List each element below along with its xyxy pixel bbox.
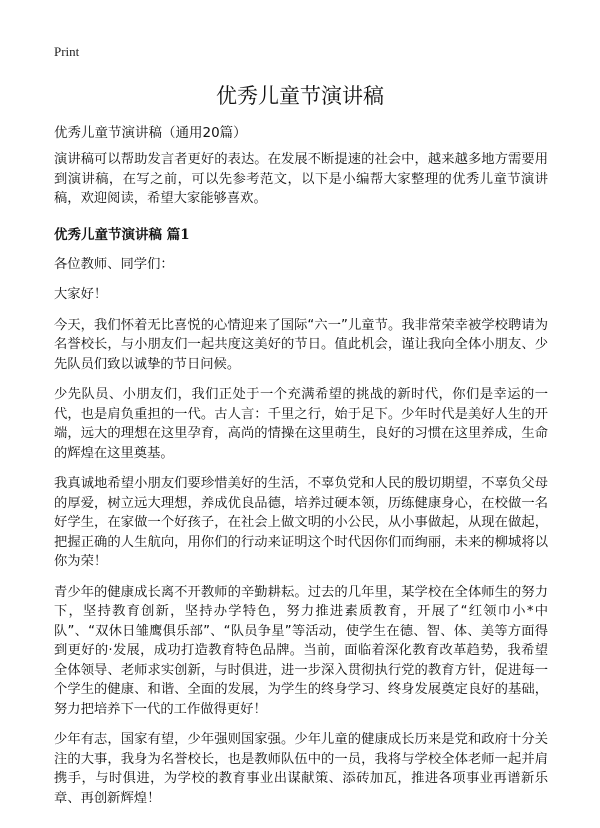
- print-label: Print: [54, 44, 80, 59]
- document-subtitle: 优秀儿童节演讲稿（通用20篇）: [54, 125, 247, 141]
- document-body: [54, 150, 548, 819]
- paragraph-1: 今天，我们怀着无比喜悦的心情迎来了国际“六一”儿童节。我非常荣幸被学校聘请为名誉校长，与小朋友们一起共度这美好的节日。值此机会，谨让我向全体小朋友、少先队员们致以诚挚的节日问候。: [54, 317, 548, 372]
- page-title: 优秀儿童节演讲稿: [216, 84, 384, 108]
- paragraph-3: 我真诚地希望小朋友们要珍惜美好的生活，不辜负党和人民的殷切期望，不辜负父母的厚爱，树立远大理想，养成优良品德，培养过硬本领，历练健康身心，在校做一名好学生，在家做一个好孩子，在社会上做文明的小公民，从小事做起，从现在做起，把握正确的人生航向，用你们的行动来证明这个时代因你们而绚丽，未来的柳城将以你为荣！: [54, 476, 548, 569]
- paragraph-greeting: 各位教师、同学们：: [54, 256, 174, 272]
- paragraph-2: 少先队员、小朋友们，我们正处于一个充满希望的挑战的新时代，你们是幸运的一代，也是肩负重担的一代。古人言：千里之行，始于足下。少年时代是美好人生的开端，远大的理想在这里孕育，高尚的情操在这里萌生，良好的习惯在这里养成，生命的辉煌在这里奠基。: [54, 387, 548, 461]
- section-heading: 优秀儿童节演讲稿 篇1: [54, 226, 190, 243]
- paragraph-hello: 大家好！: [54, 287, 108, 302]
- paragraph-5: 少年有志，国家有望，少年强则国家强。少年儿童的健康成长历来是党和政府十分关注的大事，我身为名誉校长，也是教师队伍中的一员，我将与学校全体老师一起并肩携手，与时俱进，为学校的教育事业出谋献策、添砖加瓦，推进各项事业再谱新乐章、再创新辉煌！: [54, 732, 548, 806]
- paragraph-4: 青少年的健康成长离不开教师的辛勤耕耘。过去的几年里，某学校在全体师生的努力下，坚持教育创新，坚持办学特色，努力推进素质教育，开展了“红领巾小*中队”、“双休日雏鹰俱乐部”、“队员争星”等活动，使学生在德、智、体、美等方面得到更好的·发展，成功打造教育特色品牌。当前，面临着深化教育改革趋势，我希望全体领导、老师求实创新，与时俱进，进一步深入贯彻执行党的教育方针，促进每一个学生的健康、和谐、全面的发展，为学生的终身学习、终身发展奠定良好的基础，努力把培养下一代的工作做得更好！: [54, 584, 548, 717]
- intro-paragraph: 演讲稿可以帮助发言者更好的表达。在发展不断提速的社会中，越来越多地方需要用到演讲稿，在写之前，可以先参考范文，以下是小编帮大家整理的优秀儿童节演讲稿，欢迎阅读，希望大家能够喜欢。: [54, 152, 548, 206]
